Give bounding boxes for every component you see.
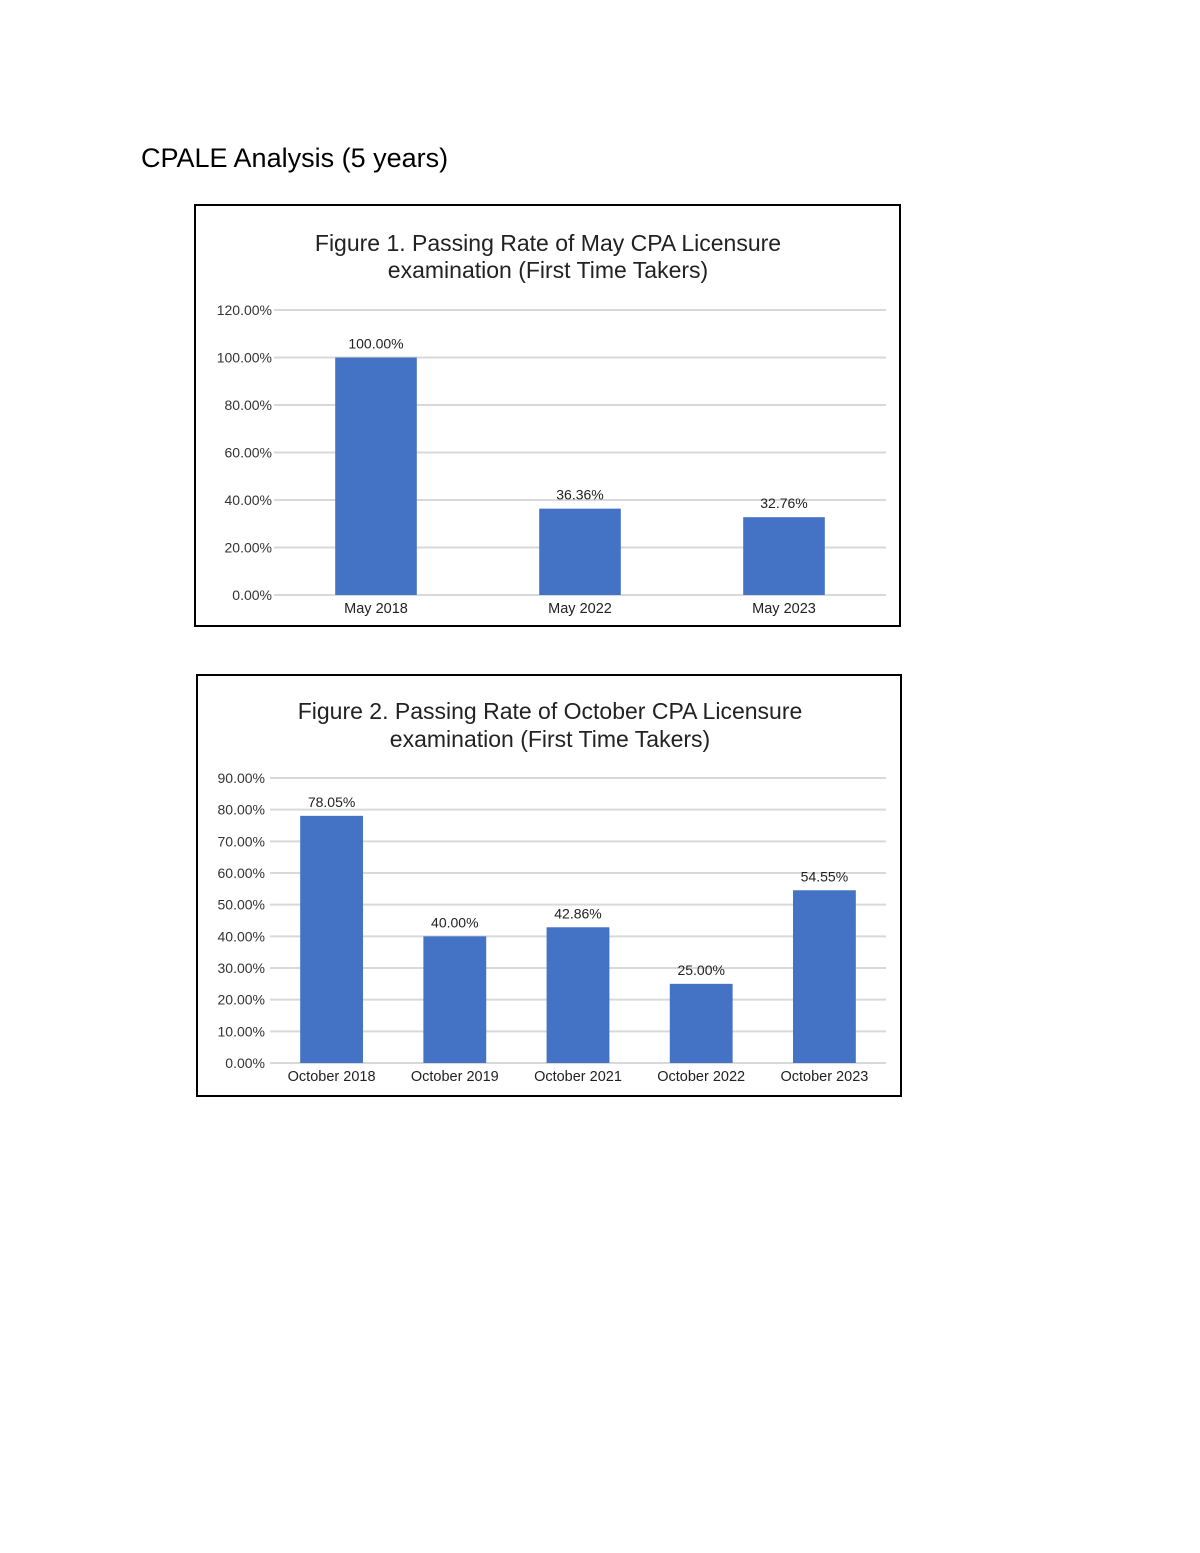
fig2-ytick-label: 20.00% bbox=[217, 991, 265, 1008]
fig1-ytick-label: 60.00% bbox=[224, 444, 272, 461]
fig1-category-label: May 2022 bbox=[548, 601, 612, 617]
fig2-ytick-label: 60.00% bbox=[217, 865, 265, 881]
fig2-ytick-label: 50.00% bbox=[217, 896, 265, 913]
page-title: CPALE Analysis (5 years) bbox=[141, 143, 449, 173]
fig1-bar bbox=[539, 509, 621, 595]
fig2-ytick-label: 10.00% bbox=[217, 1023, 265, 1040]
figure-2-chart bbox=[196, 674, 902, 1097]
fig2-bar bbox=[423, 936, 486, 1063]
fig2-category-label: October 2021 bbox=[534, 1069, 622, 1085]
fig2-category-label: October 2023 bbox=[780, 1069, 869, 1085]
fig2-data-label: 78.05% bbox=[307, 793, 356, 810]
fig2-ytick-label: 70.00% bbox=[217, 833, 265, 850]
fig2-category-label: October 2019 bbox=[410, 1069, 499, 1085]
fig2-ytick-label: 40.00% bbox=[217, 928, 265, 945]
fig1-ytick-label: 0.00% bbox=[232, 587, 272, 603]
fig2-ytick-label: 90.00% bbox=[217, 770, 265, 786]
fig1-bar bbox=[335, 358, 417, 596]
fig2-ytick-label: 0.00% bbox=[225, 1055, 265, 1071]
fig2-title-line-2: examination (First Time Takers) bbox=[389, 726, 711, 752]
fig1-ytick-label: 20.00% bbox=[224, 539, 272, 556]
fig1-data-label: 100.00% bbox=[348, 335, 404, 352]
fig2-bar bbox=[300, 816, 363, 1063]
fig1-ytick-label: 80.00% bbox=[224, 397, 272, 413]
fig1-category-label: May 2018 bbox=[344, 601, 408, 617]
fig1-data-label: 36.36% bbox=[556, 486, 604, 503]
fig1-ytick-label: 40.00% bbox=[224, 492, 272, 508]
fig2-ytick-label: 80.00% bbox=[217, 801, 265, 818]
fig1-ytick-label: 120.00% bbox=[216, 302, 272, 318]
fig2-bar bbox=[793, 890, 856, 1063]
fig2-bar bbox=[670, 984, 733, 1063]
fig1-data-label: 32.76% bbox=[760, 495, 808, 512]
fig2-data-label: 40.00% bbox=[431, 914, 479, 931]
fig2-data-label: 42.86% bbox=[554, 905, 602, 922]
fig2-data-label: 54.55% bbox=[800, 868, 849, 885]
fig1-title-line-2: examination (First Time Takers) bbox=[387, 257, 709, 283]
fig2-ytick-label: 30.00% bbox=[217, 960, 265, 976]
fig2-data-label: 25.00% bbox=[677, 961, 725, 978]
fig1-title-line-1: Figure 1. Passing Rate of May CPA Licensure bbox=[314, 230, 782, 256]
fig2-title-line-1: Figure 2. Passing Rate of October CPA Licensure bbox=[297, 698, 803, 724]
figure-1-svg bbox=[196, 206, 899, 625]
fig2-category-label: October 2018 bbox=[287, 1069, 376, 1085]
figure-2-svg bbox=[198, 676, 900, 1095]
figure-1-chart bbox=[194, 204, 901, 627]
fig2-category-label: October 2022 bbox=[657, 1069, 746, 1085]
fig1-bar bbox=[743, 517, 825, 595]
fig2-bar bbox=[547, 927, 610, 1063]
fig1-category-label: May 2023 bbox=[752, 601, 816, 617]
fig1-ytick-label: 100.00% bbox=[216, 349, 272, 366]
